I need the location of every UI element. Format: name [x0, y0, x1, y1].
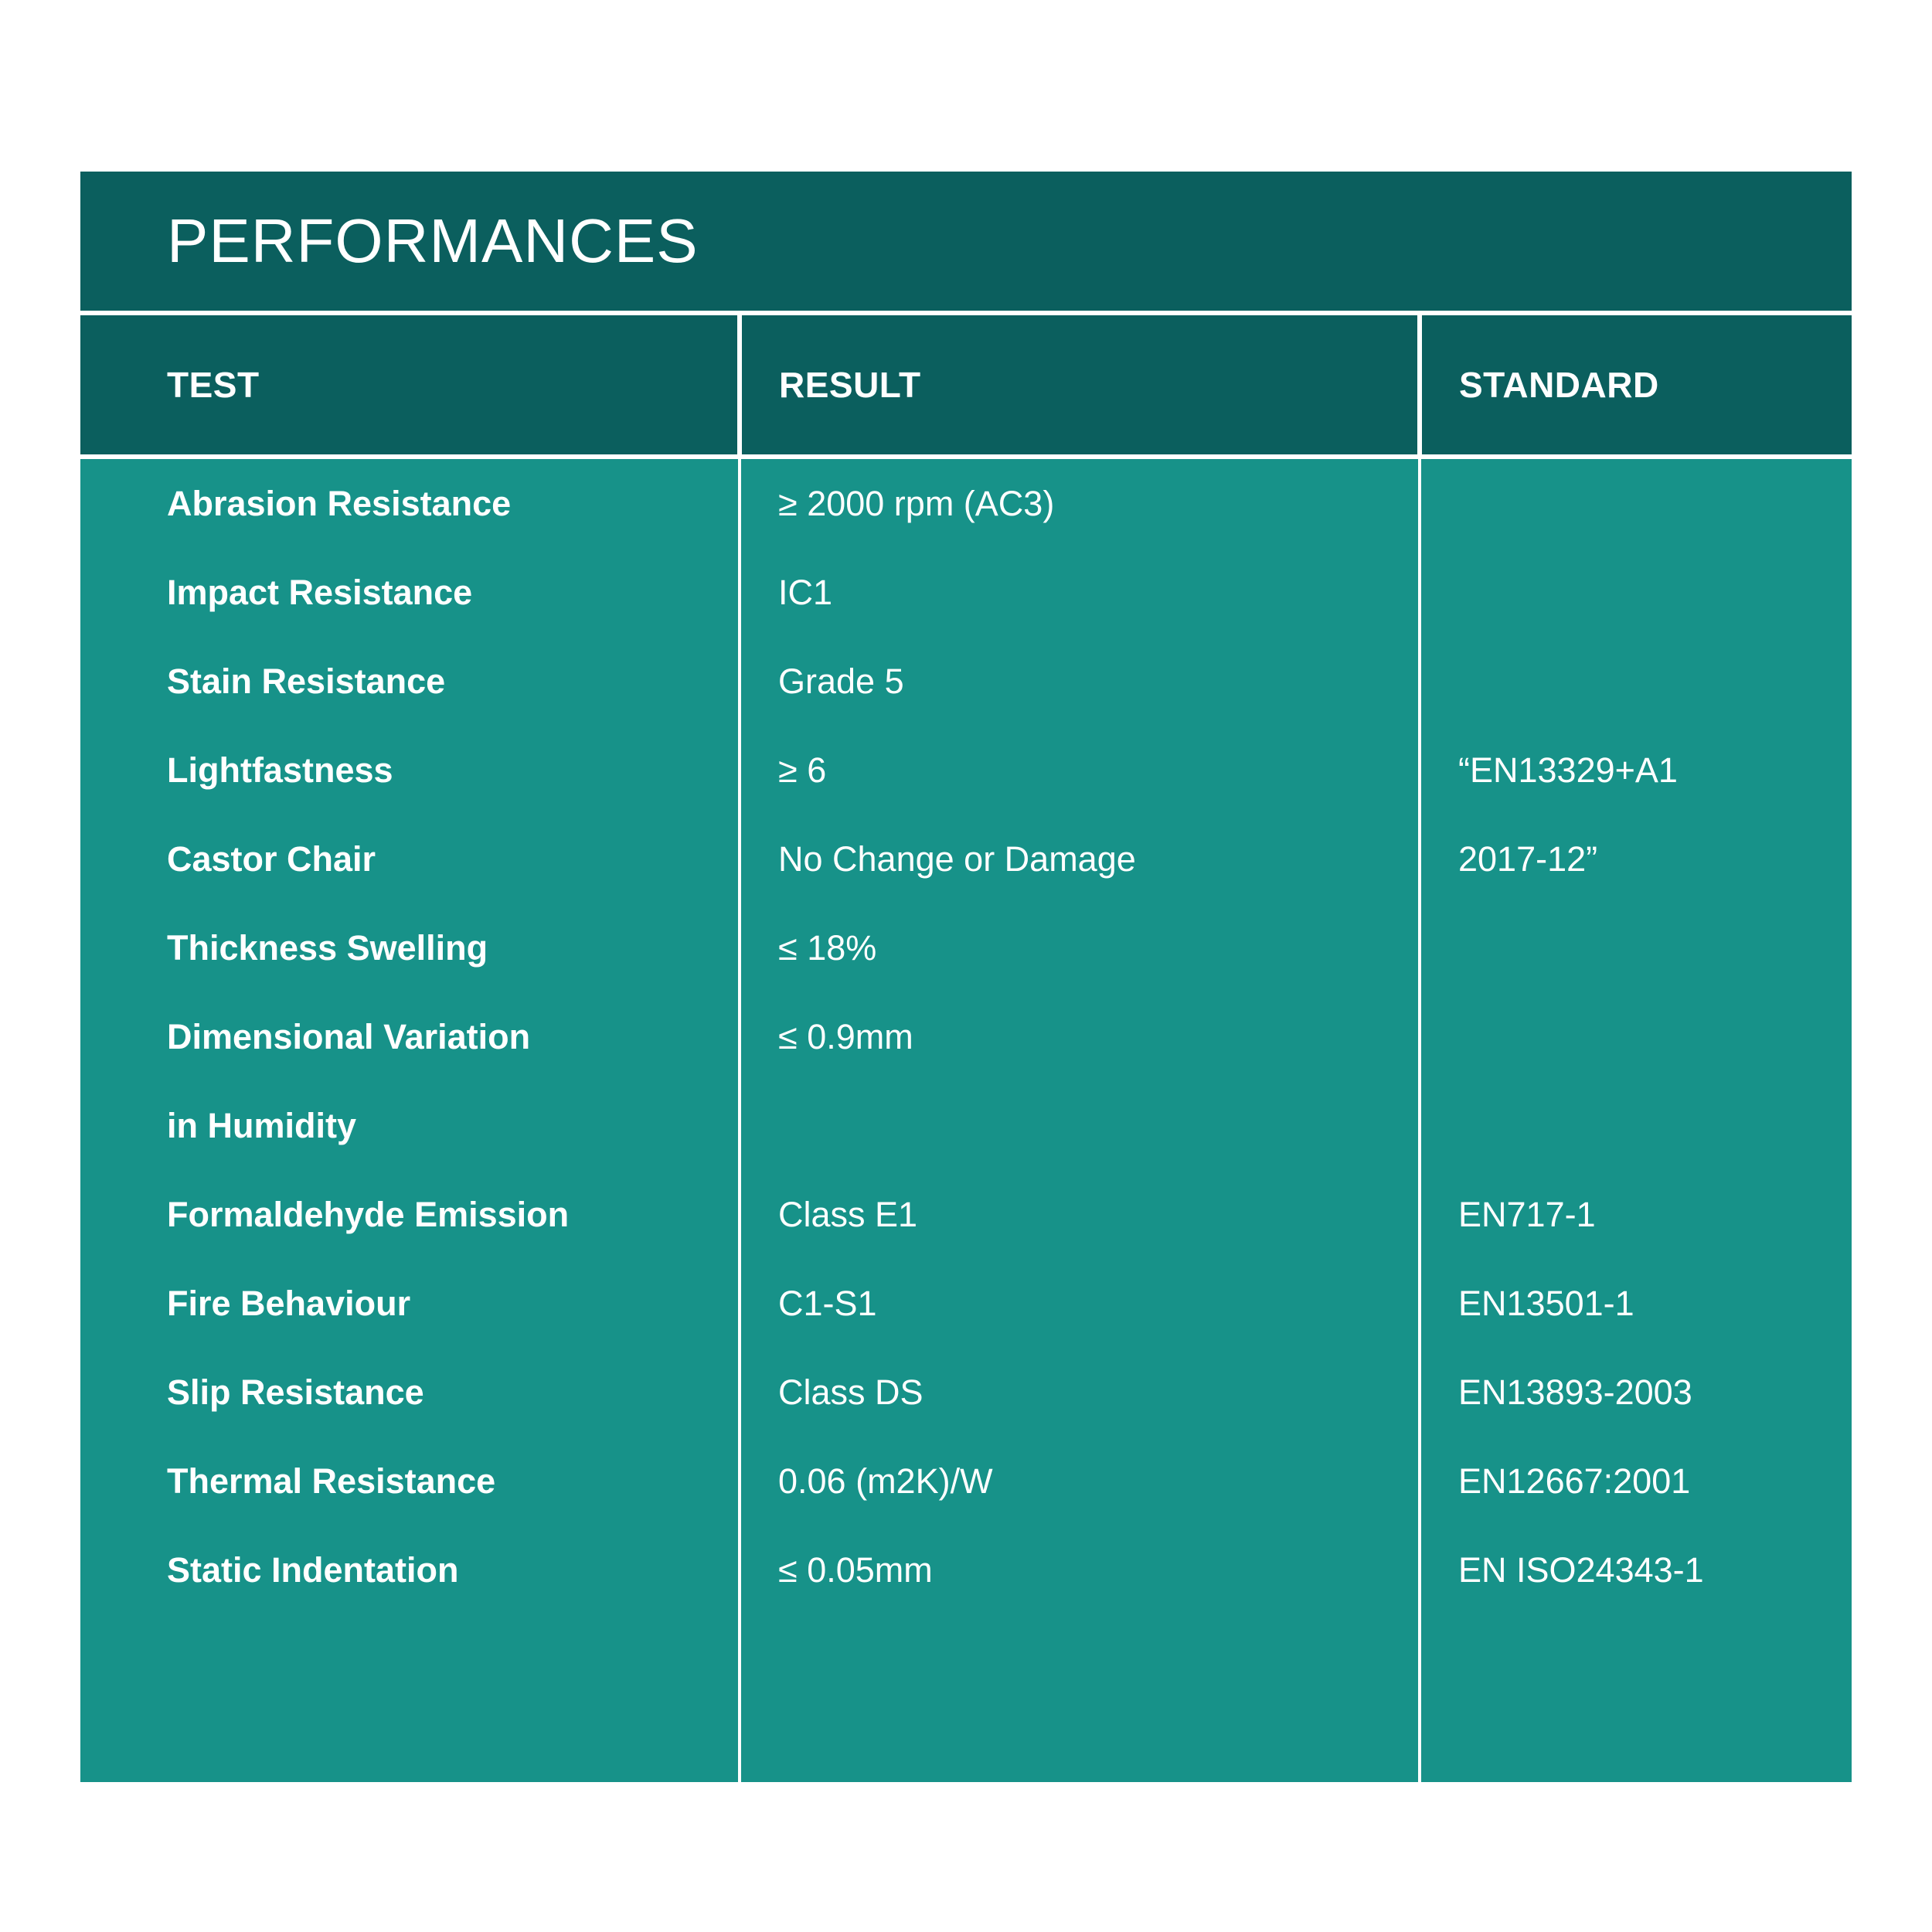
- column-standard: [1421, 459, 1852, 1782]
- table-cell-standard: [1458, 903, 1852, 992]
- table-body: [80, 459, 1852, 1782]
- column-header-result: [742, 315, 1417, 454]
- table-cell-standard: [1458, 992, 1852, 1081]
- column-header-test-label: TEST: [167, 365, 260, 405]
- page-title: PERFORMANCES: [167, 206, 699, 275]
- table-cell-standard: EN12667:2001: [1458, 1461, 1691, 1501]
- table-row: Castor Chair: [167, 838, 376, 879]
- column-result: [741, 459, 1418, 1782]
- table-cell-standard: EN ISO24343-1: [1458, 1549, 1704, 1590]
- table-cell-result: 0.06 (m2K)/W: [778, 1461, 993, 1501]
- table-cell-result: ≤ 18%: [778, 927, 877, 968]
- table-cell-result: ≤ 0.9mm: [778, 1016, 913, 1056]
- table-row: Thickness Swelling: [167, 927, 488, 968]
- table-cell-standard: EN717-1: [1458, 1194, 1596, 1234]
- standard-group-main: [1458, 726, 1852, 903]
- table-row: Abrasion Resistance: [167, 483, 512, 523]
- table-cell-result: ≤ 0.05mm: [778, 1549, 933, 1590]
- table-cell-standard: 2017-12”: [1458, 838, 1598, 879]
- table-row: Slip Resistance: [167, 1372, 424, 1412]
- column-header-standard-label: STANDARD: [1459, 365, 1659, 405]
- table-cell-result: C1-S1: [778, 1283, 877, 1323]
- table-cell-standard: “EN13329+A1: [1458, 750, 1678, 790]
- table-cell-result: Class DS: [778, 1372, 923, 1412]
- column-header-standard: [1422, 315, 1852, 454]
- table-row: Static Indentation: [167, 1549, 459, 1590]
- table-row: Stain Resistance: [167, 661, 446, 701]
- table-row: Dimensional Variation: [167, 1016, 531, 1056]
- column-header-test: [80, 315, 737, 454]
- table-row: Thermal Resistance: [167, 1461, 496, 1501]
- table-cell-standard: EN13501-1: [1458, 1283, 1634, 1323]
- header-column-divider-2: [1417, 315, 1422, 454]
- table-row: Fire Behaviour: [167, 1283, 411, 1323]
- table-row: in Humidity: [167, 1105, 356, 1145]
- table-cell-standard: [1458, 1081, 1852, 1170]
- table-cell-standard: EN13893-2003: [1458, 1372, 1692, 1412]
- column-header-result-label: RESULT: [779, 365, 921, 405]
- table-row: Impact Resistance: [167, 572, 473, 612]
- table-header-row: [80, 315, 1852, 454]
- table-cell-result: Grade 5: [778, 661, 904, 701]
- table-cell-result: ≥ 2000 rpm (AC3): [778, 483, 1055, 523]
- table-row: Lightfastness: [167, 750, 393, 790]
- table-cell-result: ≥ 6: [778, 750, 827, 790]
- table-cell-result: Class E1: [778, 1194, 918, 1234]
- table-cell-result: IC1: [778, 572, 833, 612]
- performances-table: [80, 172, 1852, 1782]
- table-cell-result: [778, 1081, 1418, 1170]
- table-row: Formaldehyde Emission: [167, 1194, 570, 1234]
- table-cell-result: No Change or Damage: [778, 838, 1136, 879]
- table-title-band: [80, 172, 1852, 311]
- header-column-divider-1: [737, 315, 742, 454]
- column-test: [80, 459, 738, 1782]
